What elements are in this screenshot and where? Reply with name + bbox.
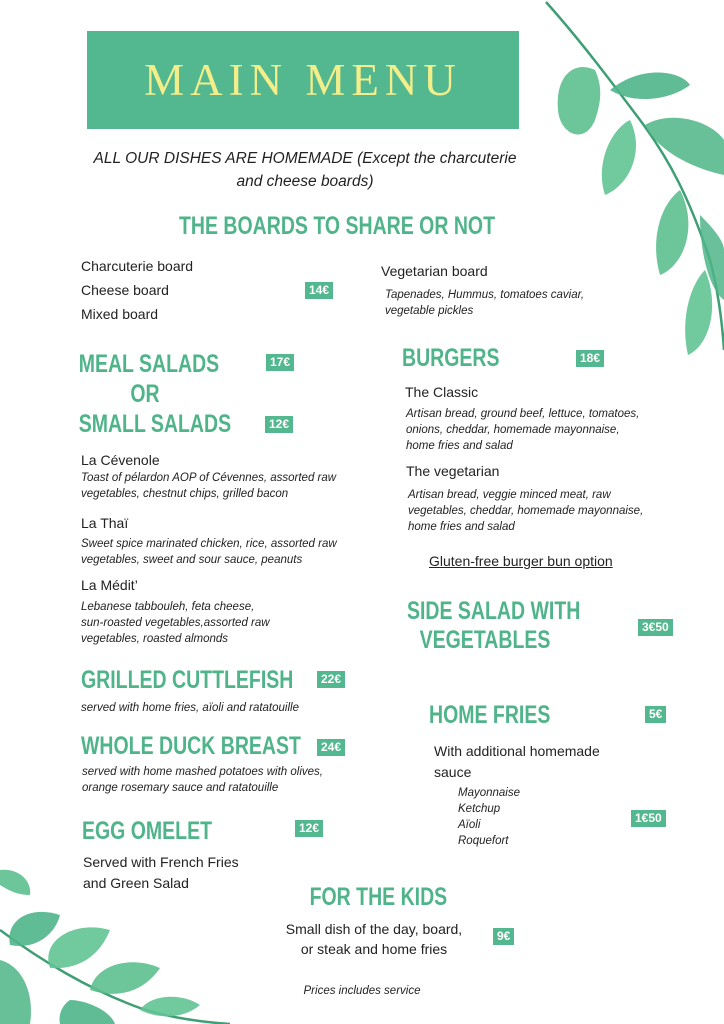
side-salad-heading-line-1: SIDE SALAD WITH [407, 597, 581, 625]
burger-desc [408, 487, 643, 535]
intro-line-1: ALL OUR DISHES ARE HOMEMADE (Except the charcuterie [93, 150, 517, 167]
home-fries-heading: HOME FRIES [429, 701, 551, 729]
side-salad-heading-line-2: VEGETABLES [419, 626, 551, 654]
sauce-item: Roquefort [458, 835, 509, 847]
omelet-price: 12€ [295, 820, 323, 837]
omelet-heading: EGG OMELET [82, 817, 213, 845]
desc-line: home fries and salad [406, 440, 513, 452]
kids-desc [262, 919, 486, 959]
desc-line: Small dish of the day, board, [285, 921, 463, 937]
cuttlefish-heading: GRILLED CUTTLEFISH [81, 666, 294, 694]
desc-line: vegetables, roasted almonds [81, 633, 229, 645]
cuttlefish-desc: served with home fries, aïoli and ratatouille [81, 702, 299, 714]
intro-line-2: and cheese boards) [236, 173, 374, 190]
desc-line: Tapenades, Hummus, tomatoes caviar, [385, 289, 585, 301]
menu-title: MAIN MENU [144, 55, 462, 105]
desc-line: vegetable pickles [385, 305, 474, 317]
salad-desc [81, 536, 337, 568]
desc-line: or steak and home fries [300, 941, 448, 957]
kids-heading: FOR THE KIDS [309, 883, 448, 911]
vegetarian-board-title: Vegetarian board [381, 263, 488, 279]
desc-line: home fries and salad [408, 521, 515, 533]
sauce-list [458, 785, 520, 849]
desc-line: and Green Salad [83, 875, 189, 891]
home-fries-price: 5€ [645, 706, 666, 723]
desc-line: vegetables, cheddar, homemade mayonnaise, [408, 505, 644, 517]
desc-line: sun-roasted vegetables,assorted raw [81, 617, 270, 629]
side-salad-price: 3€50 [638, 619, 673, 636]
boards-item: Cheese board [81, 282, 169, 298]
desc-line: vegetables, chestnut chips, grilled bacon [81, 488, 289, 500]
desc-line: Lebanese tabbouleh, feta cheese, [81, 601, 255, 613]
burgers-heading: BURGERS [402, 344, 500, 372]
salad-name: La Thaï [81, 515, 129, 531]
salads-heading-line-3: SMALL SALADS [78, 410, 232, 438]
omelet-desc [83, 852, 239, 894]
small-salad-price: 12€ [265, 416, 293, 433]
salads-heading-line-1: MEAL SALADS [78, 350, 220, 378]
gluten-free-note: Gluten-free burger bun option [429, 553, 613, 569]
boards-item: Charcuterie board [81, 258, 194, 274]
desc-line: vegetables, sweet and sour sauce, peanuts [81, 554, 303, 566]
title-banner [87, 31, 519, 129]
salad-name: La Cévenole [81, 452, 160, 468]
cuttlefish-price: 22€ [317, 671, 345, 688]
vegetarian-board-desc [385, 287, 584, 319]
sauce-item: Ketchup [458, 803, 501, 815]
desc-line: onions, cheddar, homemade mayonnaise, [406, 424, 620, 436]
burgers-price: 18€ [576, 350, 604, 367]
salad-desc [81, 599, 270, 647]
burger-name: The vegetarian [406, 463, 500, 479]
salad-desc [81, 470, 336, 502]
desc-line: Served with French Fries [83, 854, 239, 870]
salad-name: La Médit’ [81, 577, 138, 593]
boards-price: 14€ [305, 282, 333, 299]
sauce-item: Mayonnaise [458, 787, 521, 799]
salads-heading-line-2: OR [130, 380, 160, 408]
duck-price: 24€ [317, 739, 345, 756]
duck-heading: WHOLE DUCK BREAST [81, 732, 301, 760]
burger-name: The Classic [405, 384, 479, 400]
sauce-price: 1€50 [631, 810, 666, 827]
desc-line: Artisan bread, ground beef, lettuce, tomatoes, [406, 408, 640, 420]
desc-line: With additional homemade [434, 743, 600, 759]
sauce-item: Aïoli [458, 819, 481, 831]
meal-salad-price: 17€ [266, 354, 294, 371]
desc-line: Artisan bread, veggie minced meat, raw [408, 489, 611, 501]
desc-line: served with home mashed potatoes with olives, [82, 766, 323, 778]
desc-line: Toast of pélardon AOP of Cévennes, assorted raw [81, 472, 337, 484]
desc-line: sauce [434, 764, 472, 780]
desc-line: orange rosemary sauce and ratatouille [82, 782, 279, 794]
kids-price: 9€ [493, 928, 514, 945]
boards-heading: THE BOARDS TO SHARE OR NOT [179, 212, 495, 240]
duck-desc [82, 764, 323, 796]
home-fries-sauce-text [434, 741, 600, 783]
intro-note [40, 147, 570, 193]
boards-item: Mixed board [81, 306, 159, 322]
burger-desc [406, 406, 639, 454]
footer-note: Prices includes service [303, 985, 421, 997]
desc-line: Sweet spice marinated chicken, rice, assorted raw [81, 538, 337, 550]
